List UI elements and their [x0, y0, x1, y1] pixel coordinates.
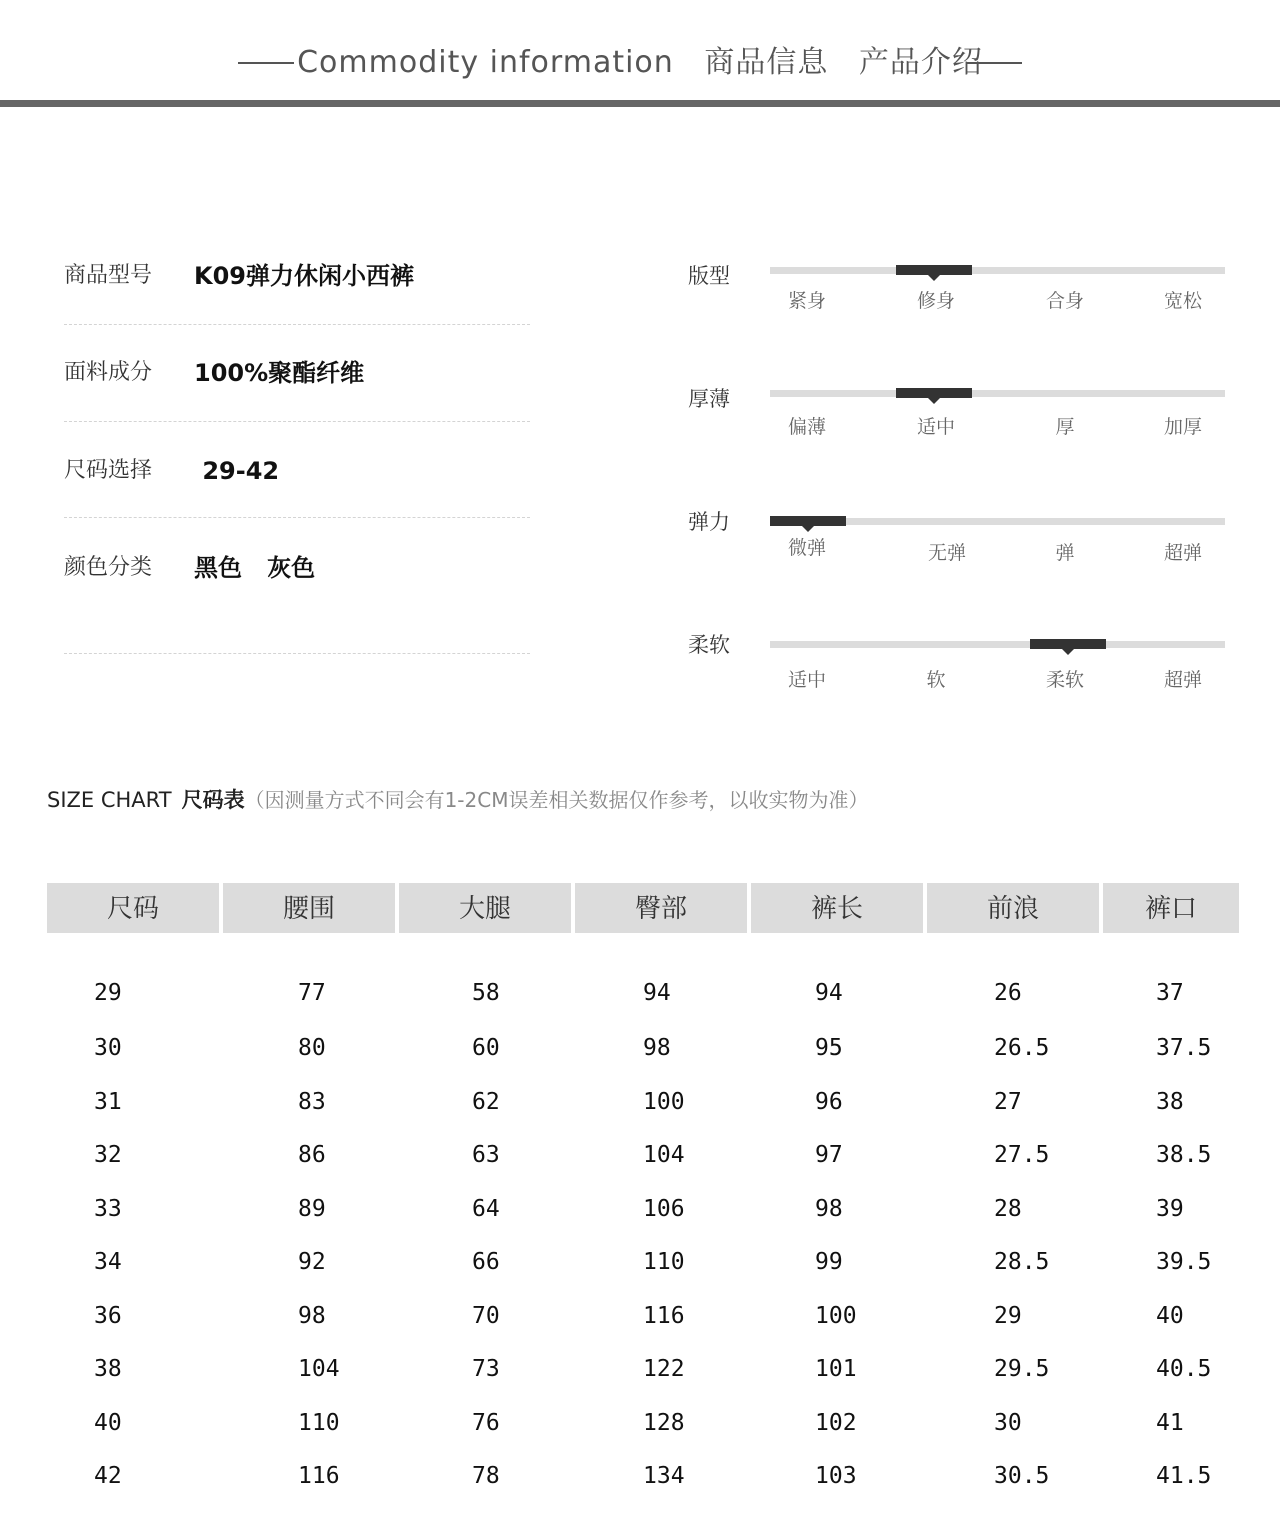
table-cell: 102 — [815, 1410, 857, 1436]
table-cell: 33 — [94, 1196, 122, 1222]
table-cell: 30 — [94, 1035, 122, 1061]
size-chart-title-en: SIZE CHART — [47, 788, 172, 812]
table-cell: 34 — [94, 1249, 122, 1275]
table-cell: 78 — [472, 1463, 500, 1489]
table-cell: 116 — [643, 1303, 685, 1329]
attr-option: 柔软 — [1045, 669, 1084, 691]
attr-option: 紧身 — [787, 290, 826, 312]
attr-option: 超弹 — [1163, 669, 1202, 691]
column-header: 尺码 — [47, 883, 219, 933]
info-label: 商品型号 — [64, 263, 153, 288]
attr-option: 无弹 — [927, 542, 966, 564]
table-cell: 30.5 — [994, 1463, 1050, 1489]
attr-option: 偏薄 — [787, 416, 826, 438]
table-cell: 103 — [815, 1463, 857, 1489]
info-value: 100%聚酯纤维 — [194, 359, 365, 387]
table-cell: 128 — [643, 1410, 685, 1436]
attr-label-elasticity: 弹力 — [688, 510, 730, 534]
attr-label-thickness: 厚薄 — [688, 387, 730, 411]
table-cell: 80 — [298, 1035, 326, 1061]
table-cell: 31 — [94, 1089, 122, 1115]
table-cell: 89 — [298, 1196, 326, 1222]
title-en: Commodity information — [297, 45, 674, 80]
table-cell: 41.5 — [1156, 1463, 1212, 1489]
table-cell: 100 — [643, 1089, 685, 1115]
table-cell: 96 — [815, 1089, 843, 1115]
attr-option: 微弹 — [787, 537, 826, 559]
attr-option: 合身 — [1045, 290, 1084, 312]
attr-label-fit: 版型 — [688, 264, 730, 288]
info-label: 面料成分 — [64, 360, 153, 385]
page-title — [0, 40, 1280, 86]
table-cell: 42 — [94, 1463, 122, 1489]
attr-option: 适中 — [916, 416, 955, 438]
table-cell: 40 — [1156, 1303, 1184, 1329]
table-cell: 38 — [94, 1356, 122, 1382]
attr-track-thickness — [770, 390, 1225, 397]
info-row-model — [64, 256, 530, 296]
column-header: 裤长 — [751, 883, 923, 933]
attr-option: 宽松 — [1163, 290, 1202, 312]
table-cell: 60 — [472, 1035, 500, 1061]
table-cell: 97 — [815, 1142, 843, 1168]
table-cell: 38 — [1156, 1089, 1184, 1115]
table-cell: 99 — [815, 1249, 843, 1275]
table-cell: 29 — [94, 980, 122, 1006]
table-cell: 101 — [815, 1356, 857, 1382]
table-cell: 26.5 — [994, 1035, 1050, 1061]
header-bar — [0, 100, 1280, 107]
size-chart-title — [47, 784, 868, 818]
table-cell: 116 — [298, 1463, 340, 1489]
table-cell: 110 — [643, 1249, 685, 1275]
table-cell: 32 — [94, 1142, 122, 1168]
table-cell: 29.5 — [994, 1356, 1050, 1382]
table-cell: 39 — [1156, 1196, 1184, 1222]
attr-option: 弹 — [1055, 542, 1075, 564]
table-cell: 122 — [643, 1356, 685, 1382]
attr-option: 厚 — [1055, 416, 1075, 438]
info-label: 颜色分类 — [64, 555, 153, 580]
table-cell: 98 — [643, 1035, 671, 1061]
table-cell: 98 — [815, 1196, 843, 1222]
divider — [64, 324, 530, 325]
table-cell: 28.5 — [994, 1249, 1050, 1275]
table-cell: 63 — [472, 1142, 500, 1168]
table-cell: 110 — [298, 1410, 340, 1436]
attr-marker — [896, 388, 972, 398]
attr-option: 软 — [926, 669, 946, 691]
attr-marker — [896, 265, 972, 275]
attr-option: 超弹 — [1163, 542, 1202, 564]
info-value: K09弹力休闲小西裤 — [194, 262, 414, 290]
table-cell: 92 — [298, 1249, 326, 1275]
table-cell: 38.5 — [1156, 1142, 1212, 1168]
info-value: 29-42 — [194, 457, 280, 485]
table-cell: 27.5 — [994, 1142, 1050, 1168]
attr-option: 加厚 — [1163, 416, 1202, 438]
divider — [64, 653, 530, 654]
attr-marker — [770, 516, 846, 526]
table-cell: 66 — [472, 1249, 500, 1275]
table-cell: 106 — [643, 1196, 685, 1222]
column-header: 臀部 — [575, 883, 747, 933]
table-cell: 76 — [472, 1410, 500, 1436]
table-cell: 64 — [472, 1196, 500, 1222]
divider — [64, 517, 530, 518]
title-cn-2: 产品介绍 — [858, 45, 983, 80]
table-cell: 70 — [472, 1303, 500, 1329]
attr-label-softness: 柔软 — [688, 633, 730, 657]
attr-marker — [1030, 639, 1106, 649]
info-label: 尺码选择 — [64, 458, 153, 483]
table-cell: 37 — [1156, 980, 1184, 1006]
column-header: 腰围 — [223, 883, 395, 933]
table-cell: 86 — [298, 1142, 326, 1168]
table-cell: 100 — [815, 1303, 857, 1329]
divider — [64, 421, 530, 422]
table-cell: 94 — [815, 980, 843, 1006]
attr-track-fit — [770, 267, 1225, 274]
table-cell: 30 — [994, 1410, 1022, 1436]
info-row-fabric — [64, 353, 530, 393]
table-cell: 104 — [298, 1356, 340, 1382]
size-chart-note: （因测量方式不同会有1-2CM误差相关数据仅作参考，以收实物为准） — [244, 788, 869, 812]
table-cell: 40.5 — [1156, 1356, 1212, 1382]
info-value: 黑色 灰色 — [194, 554, 316, 582]
table-cell: 83 — [298, 1089, 326, 1115]
table-cell: 134 — [643, 1463, 685, 1489]
column-header: 前浪 — [927, 883, 1099, 933]
column-header: 大腿 — [399, 883, 571, 933]
title-cn-1: 商品信息 — [704, 45, 829, 80]
table-cell: 26 — [994, 980, 1022, 1006]
attr-track-elasticity — [770, 518, 1225, 525]
info-row-color — [64, 548, 530, 588]
attr-track-softness — [770, 641, 1225, 648]
table-cell: 27 — [994, 1089, 1022, 1115]
table-cell: 36 — [94, 1303, 122, 1329]
size-chart-title-cn: 尺码表 — [181, 788, 245, 812]
table-cell: 40 — [94, 1410, 122, 1436]
table-cell: 28 — [994, 1196, 1022, 1222]
table-cell: 94 — [643, 980, 671, 1006]
table-cell: 41 — [1156, 1410, 1184, 1436]
table-cell: 62 — [472, 1089, 500, 1115]
column-header: 裤口 — [1103, 883, 1239, 933]
table-cell: 77 — [298, 980, 326, 1006]
table-cell: 39.5 — [1156, 1249, 1212, 1275]
info-row-size — [64, 451, 530, 491]
table-cell: 58 — [472, 980, 500, 1006]
table-cell: 98 — [298, 1303, 326, 1329]
table-cell: 37.5 — [1156, 1035, 1212, 1061]
table-cell: 73 — [472, 1356, 500, 1382]
attr-option: 修身 — [916, 290, 955, 312]
table-cell: 104 — [643, 1142, 685, 1168]
table-cell: 29 — [994, 1303, 1022, 1329]
attr-option: 适中 — [787, 669, 826, 691]
table-cell: 95 — [815, 1035, 843, 1061]
